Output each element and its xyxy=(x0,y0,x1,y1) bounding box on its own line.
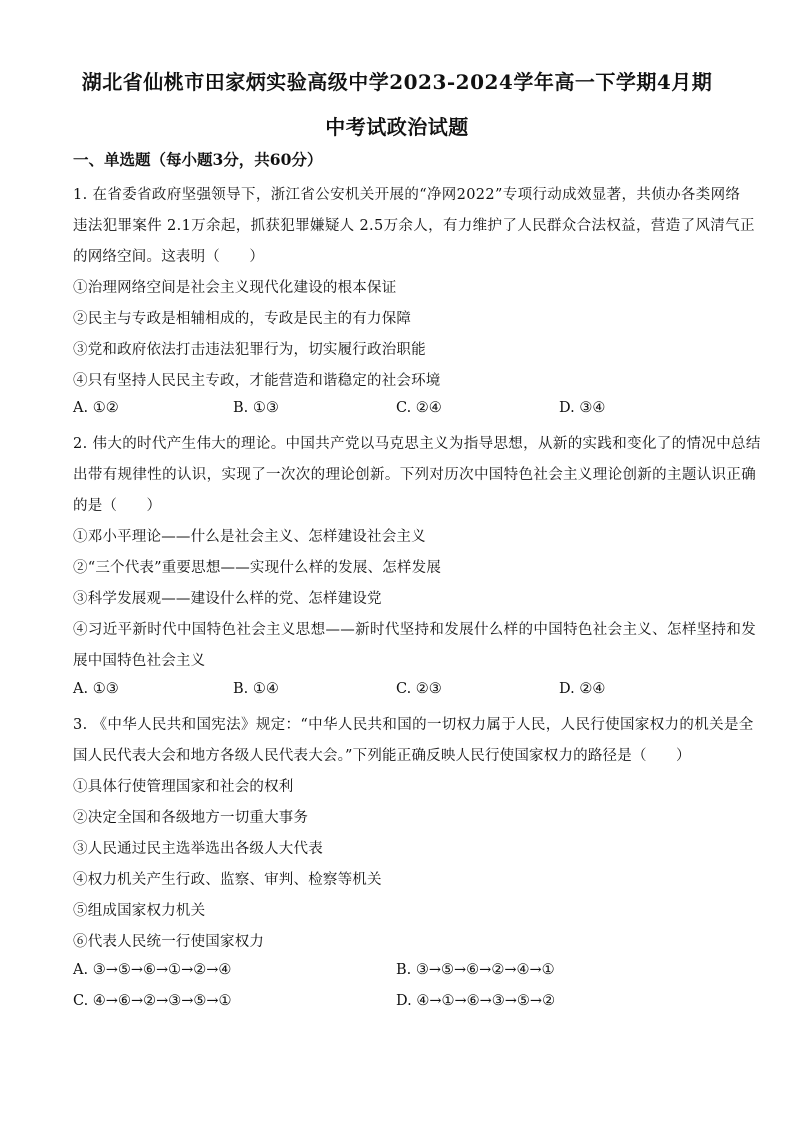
question-3-item-3: ③人民通过民主选举选出各级人大代表 xyxy=(73,841,323,857)
question-1-stem-line-3: 的网络空间。这表明（ ） xyxy=(73,249,265,265)
question-1-stem-line-2: 违法犯罪案件 2.1万余起，抓获犯罪嫌疑人 2.5万余人，有力维护了人民群众合法权益，营造了风清气正 xyxy=(73,218,755,234)
question-3-option-d: D. ④→①→⑥→③→⑤→② xyxy=(396,993,556,1009)
question-1-option-c: C. ②④ xyxy=(396,400,442,416)
question-2-item-4-continued: 展中国特色社会主义 xyxy=(73,653,206,669)
question-1-item-4: ④只有坚持人民民主专政，才能营造和谐稳定的社会环境 xyxy=(73,373,441,389)
question-2-item-4: ④习近平新时代中国特色社会主义思想——新时代坚持和发展什么样的中国特色社会主义、怎样坚持和发 xyxy=(73,622,757,638)
exam-title-line-2: 中考试政治试题 xyxy=(325,115,469,139)
question-1-option-b: B. ①③ xyxy=(233,400,279,416)
question-3-item-4: ④权力机关产生行政、监察、审判、检察等机关 xyxy=(73,872,382,888)
question-3-item-2: ②决定全国和各级地方一切重大事务 xyxy=(73,810,309,826)
question-2-option-a: A. ①③ xyxy=(73,681,119,697)
question-2-option-d: D. ②④ xyxy=(559,681,606,697)
question-3-stem-line-1: 3. 《中华人民共和国宪法》规定：“中华人民共和国的一切权力属于人民，人民行使国家权力的机关是全 xyxy=(73,717,754,733)
question-2-stem-line-1: 2. 伟大的时代产生伟大的理论。中国共产党以马克思主义为指导思想，从新的实践和变化了的情况中总结 xyxy=(73,436,761,452)
question-2-stem-line-3: 的是（ ） xyxy=(73,498,162,514)
question-3-stem-line-2: 国人民代表大会和地方各级人民代表大会。”下列能正确反映人民行使国家权力的路径是（ ） xyxy=(73,748,691,764)
question-1-item-2: ②民主与专政是相辅相成的，专政是民主的有力保障 xyxy=(73,311,412,327)
question-2-option-b: B. ①④ xyxy=(233,681,279,697)
question-2-option-c: C. ②③ xyxy=(396,681,442,697)
question-3-item-6: ⑥代表人民统一行使国家权力 xyxy=(73,934,265,950)
question-2-item-2: ②“三个代表”重要思想——实现什么样的发展、怎样发展 xyxy=(73,560,442,576)
question-1-item-3: ③党和政府依法打击违法犯罪行为，切实履行政治职能 xyxy=(73,342,426,358)
question-1-option-a: A. ①② xyxy=(73,400,119,416)
question-1-option-d: D. ③④ xyxy=(559,400,606,416)
exam-title-line-1: 湖北省仙桃市田家炳实验高级中学2023-2024学年高一下学期4月期 xyxy=(81,70,713,94)
question-2-item-3: ③科学发展观——建设什么样的党、怎样建设党 xyxy=(73,591,382,607)
question-3-item-1: ①具体行使管理国家和社会的权利 xyxy=(73,779,294,795)
question-3-option-a: A. ③→⑤→⑥→①→②→④ xyxy=(73,962,232,978)
question-3-option-c: C. ④→⑥→②→③→⑤→① xyxy=(73,993,232,1009)
question-1-stem-line-1: 1. 在省委省政府坚强领导下，浙江省公安机关开展的“净网2022”专项行动成效显著，共侦办各类网络 xyxy=(73,187,741,203)
question-2-stem-line-2: 出带有规律性的认识，实现了一次次的理论创新。下列对历次中国特色社会主义理论创新的主题认识正确 xyxy=(73,467,757,483)
question-3-option-b: B. ③→⑤→⑥→②→④→① xyxy=(396,962,555,978)
question-3-item-5: ⑤组成国家权力机关 xyxy=(73,903,206,919)
question-2-item-1: ①邓小平理论——什么是社会主义、怎样建设社会主义 xyxy=(73,529,426,545)
section-heading: 一、单选题（每小题3分，共60分） xyxy=(73,150,323,169)
question-1-item-1: ①治理网络空间是社会主义现代化建设的根本保证 xyxy=(73,280,397,296)
